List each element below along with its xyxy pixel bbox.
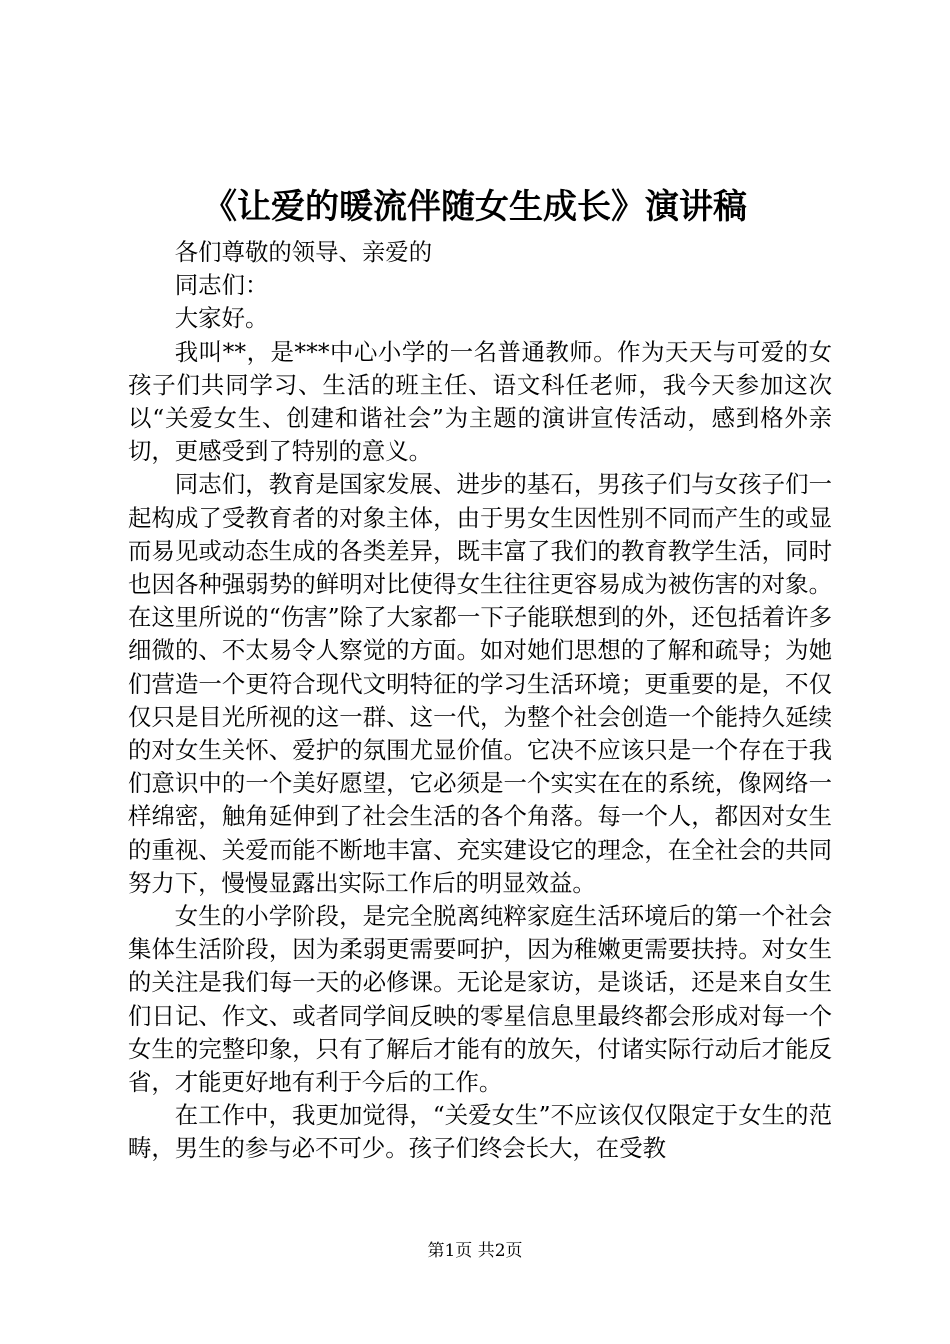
greeting-line: 各们尊敬的领导、亲爱的 xyxy=(174,238,433,266)
greeting-line: 同志们： xyxy=(174,271,269,300)
paragraph: 在工作中，我更加觉得，“关爱女生”不应该仅仅限定于女生的范畴，男生的参与必不可少。孩子们终会长大，在受教 xyxy=(128,1101,832,1163)
document-title: 《让爱的暖流伴随女生成长》演讲稿 xyxy=(203,187,747,227)
paragraph: 同志们，教育是国家发展、进步的基石，男孩子们与女孩子们一起构成了受教育者的对象主体，由于男女生因性别不同而产生的或显而易见或动态生成的各类差异，既丰富了我们的教育教学生活，同时也因各种强弱势的鲜明对比使得女生往往更容易成为被伤害的对象。在这里所说的“伤害”除了大家都一下子能联想到的外，还包括着许多细微的、不太易令人察觉的方面。如对她们思想的了解和疏导；为她们营造一个更符合现代文明特征的学习生活环境；更重要的是，不仅仅只是目光所视的这一群、这一代，为整个社会创造一个能持久延续的对女生关怀、爱护的氛围尤显价值。它决不应该只是一个存在于我们意识中的一个美好愿望，它必须是一个实实在在的系统，像网络一样绵密，触角延伸到了社会生活的各个角落。每一个人，都因对女生的重视、关爱而能不断地丰富、充实建设它的理念，在全社会的共同努力下，慢慢显露出实际工作后的明显效益。 xyxy=(128,470,832,897)
page-number-footer: 第1页 共2页 xyxy=(427,1241,523,1261)
paragraph: 我叫**，是***中心小学的一名普通教师。作为天天与可爱的女孩子们共同学习、生活的班主任、语文科任老师，我今天参加这次以“关爱女生、创建和谐社会”为主题的演讲宣传活动，感到格外亲切，更感受到了特别的意义。 xyxy=(128,337,832,466)
document-body xyxy=(128,236,832,1166)
greeting-line: 大家好。 xyxy=(174,304,269,333)
paragraph: 女生的小学阶段，是完全脱离纯粹家庭生活环境后的第一个社会集体生活阶段，因为柔弱更需要呵护，因为稚嫩更需要扶持。对女生的关注是我们每一天的必修课。无论是家访，是谈话，还是来自女生们日记、作文、或者同学间反映的零星信息里最终都会形成对每一个女生的完整印象，只有了解后才能有的放矢，付诸实际行动后才能反省，才能更好地有利于今后的工作。 xyxy=(128,902,832,1097)
